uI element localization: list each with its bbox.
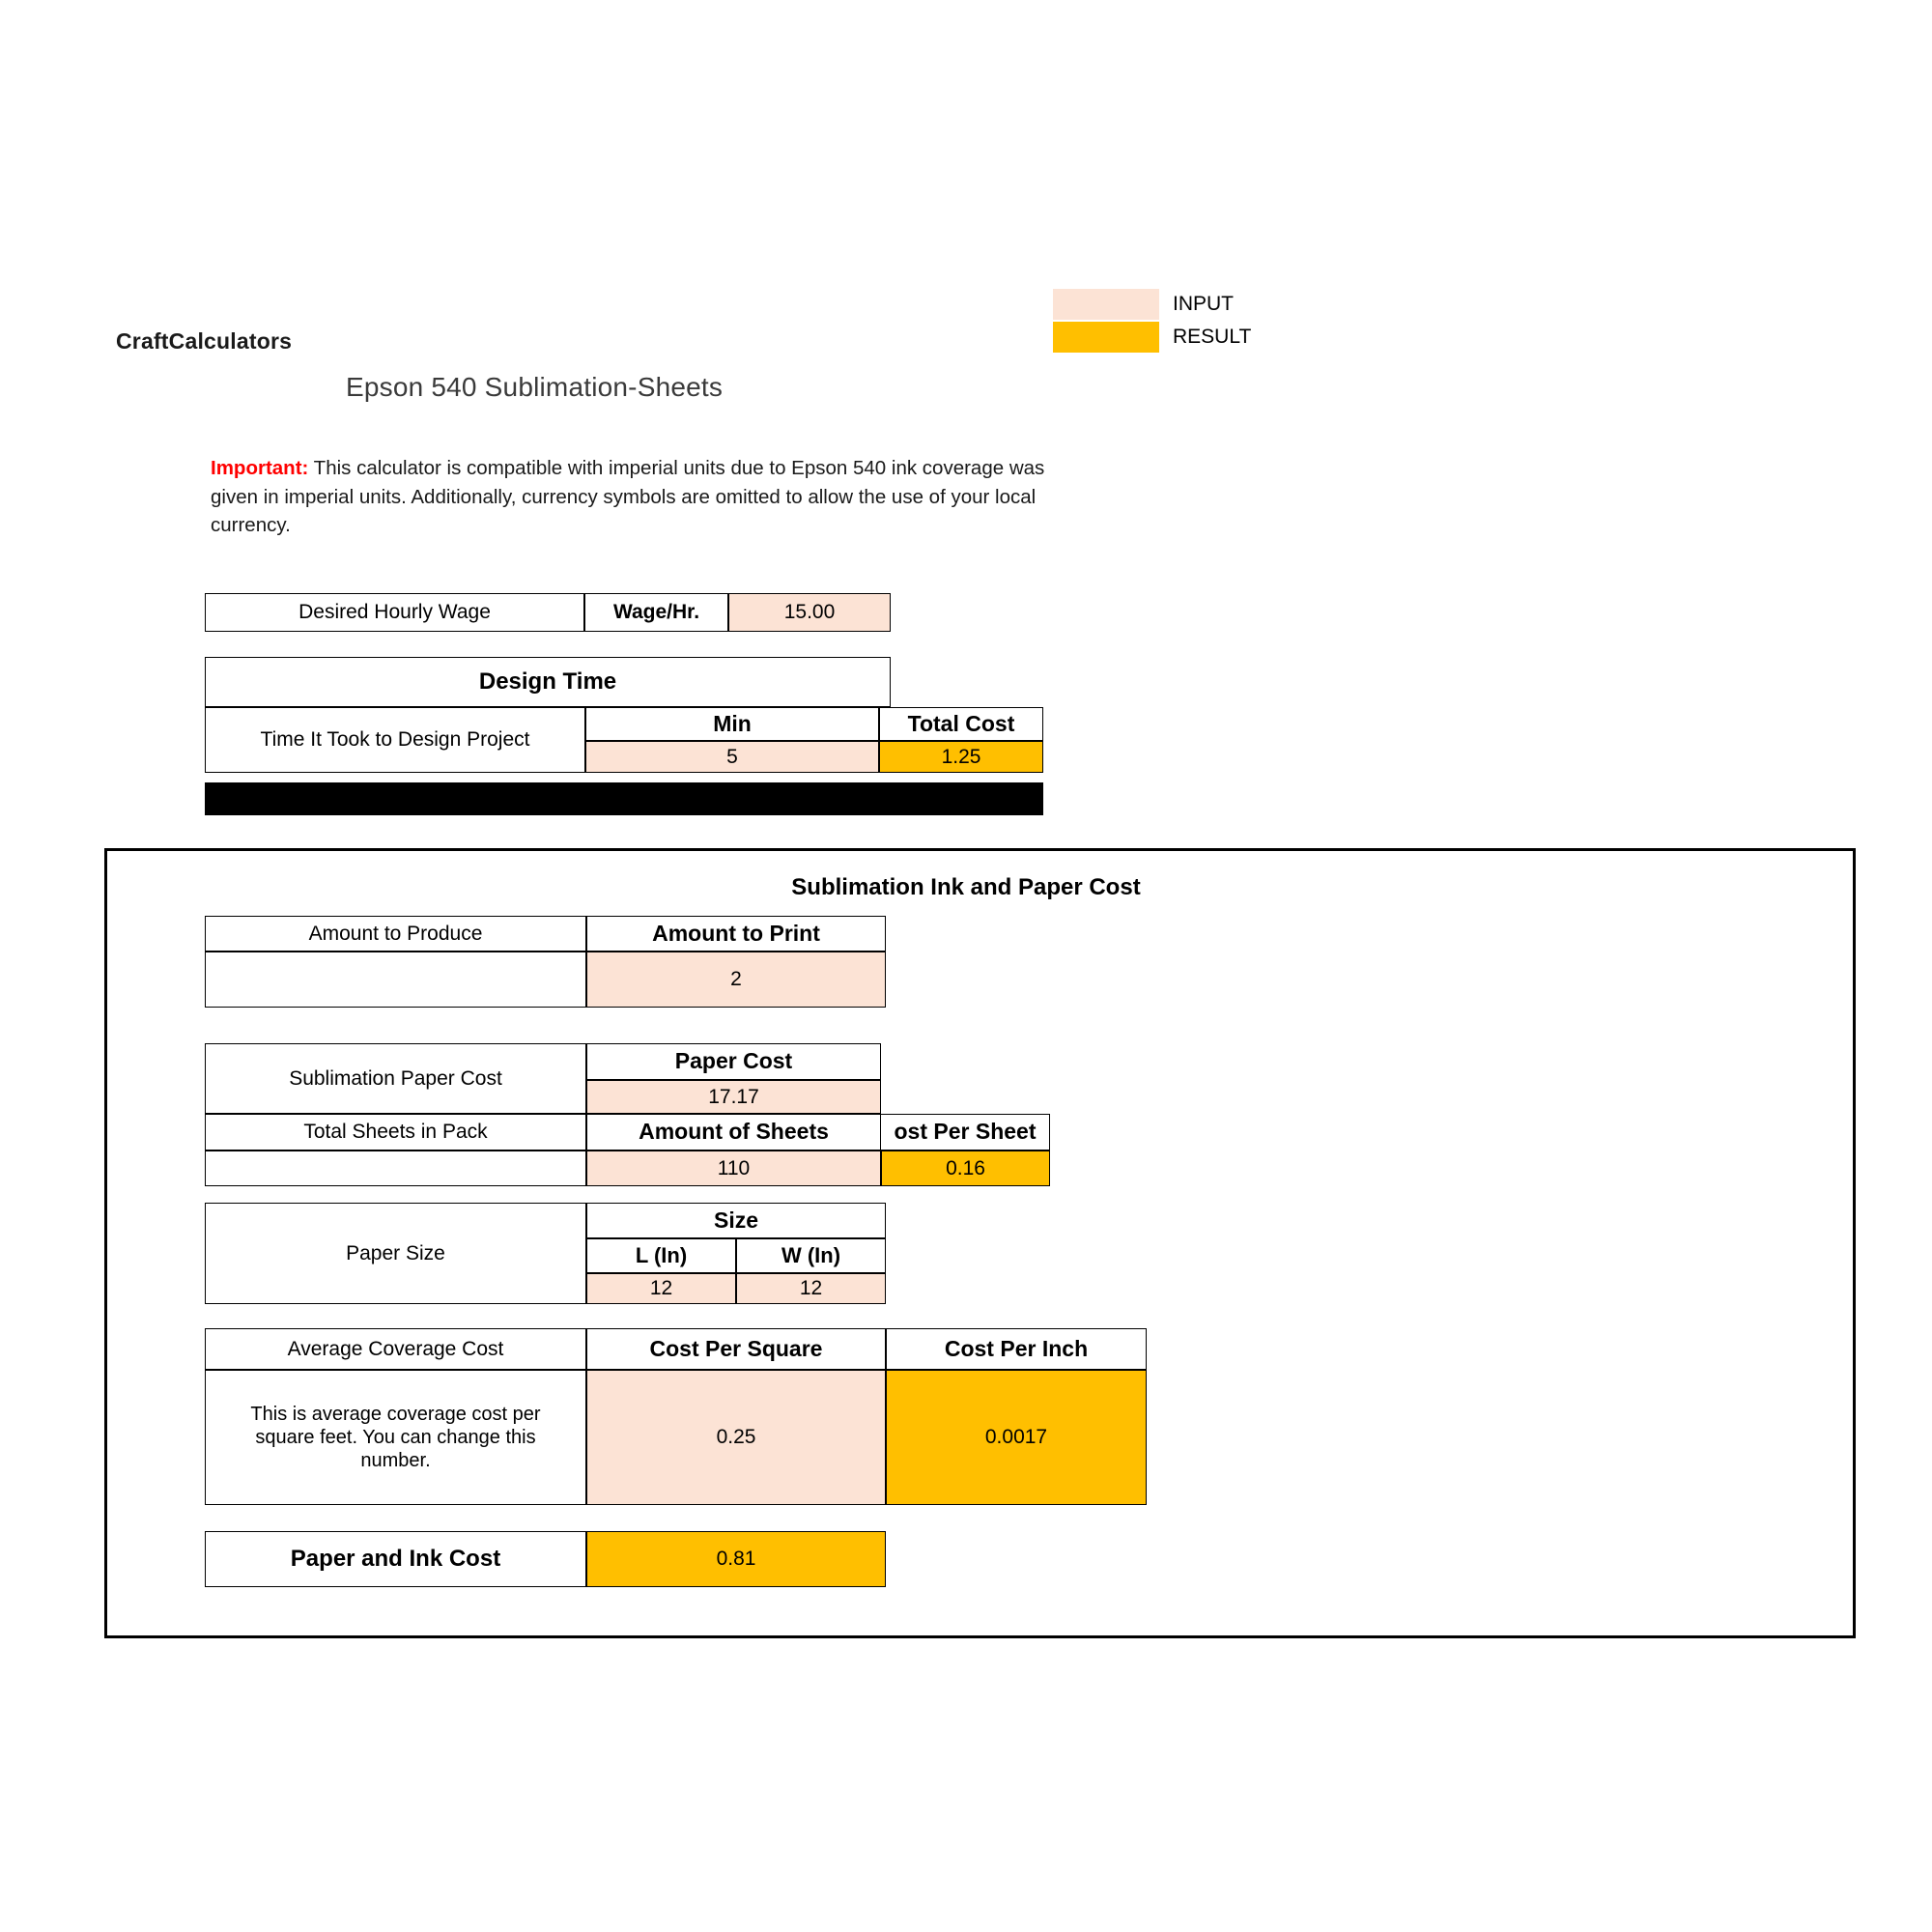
amount-to-produce-blank xyxy=(205,952,586,1008)
sublimation-section-title-text: Sublimation Ink and Paper Cost xyxy=(791,874,1141,900)
amount-of-sheets-input[interactable]: 110 xyxy=(586,1151,881,1186)
section-divider-bar xyxy=(205,782,1043,815)
amount-to-produce-label: Amount to Produce xyxy=(205,916,586,952)
design-time-total-value: 1.25 xyxy=(879,741,1043,773)
average-coverage-description: This is average coverage cost per square feet. You can change this number. xyxy=(205,1370,586,1505)
amount-to-print-header: Amount to Print xyxy=(586,916,886,952)
total-sheets-blank xyxy=(205,1151,586,1186)
page-title: Epson 540 Sublimation-Sheets xyxy=(346,372,724,402)
amount-to-print-input[interactable]: 2 xyxy=(586,952,886,1008)
average-coverage-cost-label: Average Coverage Cost xyxy=(205,1328,586,1370)
cost-per-square-header: Cost Per Square xyxy=(586,1328,886,1370)
paper-cost-header: Paper Cost xyxy=(586,1043,881,1080)
legend-item-input xyxy=(1053,288,1275,321)
design-time-min-input[interactable]: 5 xyxy=(585,741,879,773)
important-label: Important: xyxy=(211,457,309,479)
sublimation-paper-cost-label: Sublimation Paper Cost xyxy=(205,1043,586,1114)
design-time-total-header: Total Cost xyxy=(879,707,1043,741)
legend-label-input: INPUT xyxy=(1173,293,1234,315)
cost-per-inch-value: 0.0017 xyxy=(886,1370,1147,1505)
paper-size-length-header: L (In) xyxy=(586,1238,736,1273)
legend xyxy=(1053,288,1275,354)
design-time-header: Design Time xyxy=(205,657,891,707)
brand-name: CraftCalculators xyxy=(116,328,293,354)
total-sheets-label: Total Sheets in Pack xyxy=(205,1114,586,1151)
design-time-row-label: Time It Took to Design Project xyxy=(205,707,585,773)
paper-cost-input[interactable]: 17.17 xyxy=(586,1080,881,1114)
legend-swatch-result xyxy=(1053,322,1159,353)
cost-per-sheet-header: ost Per Sheet xyxy=(881,1114,1050,1151)
wage-value-input[interactable]: 15.00 xyxy=(728,593,891,632)
paper-size-header: Size xyxy=(586,1203,886,1238)
sublimation-section-title xyxy=(0,874,1932,901)
important-text: This calculator is compatible with imperial units due to Epson 540 ink coverage was given in imperial units. Additionally, currency symbols are omitted to allow the use of your local currency. xyxy=(211,457,1045,537)
paper-size-width-header: W (In) xyxy=(736,1238,886,1273)
paper-size-width-input[interactable]: 12 xyxy=(736,1273,886,1304)
paper-size-length-input[interactable]: 12 xyxy=(586,1273,736,1304)
legend-label-result: RESULT xyxy=(1173,326,1252,348)
paper-and-ink-cost-value: 0.81 xyxy=(586,1531,886,1587)
legend-item-result xyxy=(1053,321,1275,354)
cost-per-sheet-value: 0.16 xyxy=(881,1151,1050,1186)
legend-swatch-input xyxy=(1053,289,1159,320)
paper-and-ink-cost-label: Paper and Ink Cost xyxy=(205,1531,586,1587)
design-time-min-header: Min xyxy=(585,707,879,741)
important-note xyxy=(211,454,1051,540)
wage-label: Desired Hourly Wage xyxy=(205,593,584,632)
cost-per-inch-header: Cost Per Inch xyxy=(886,1328,1147,1370)
paper-size-label: Paper Size xyxy=(205,1203,586,1304)
cost-per-square-input[interactable]: 0.25 xyxy=(586,1370,886,1505)
amount-of-sheets-header: Amount of Sheets xyxy=(586,1114,881,1151)
wage-unit-label: Wage/Hr. xyxy=(584,593,728,632)
